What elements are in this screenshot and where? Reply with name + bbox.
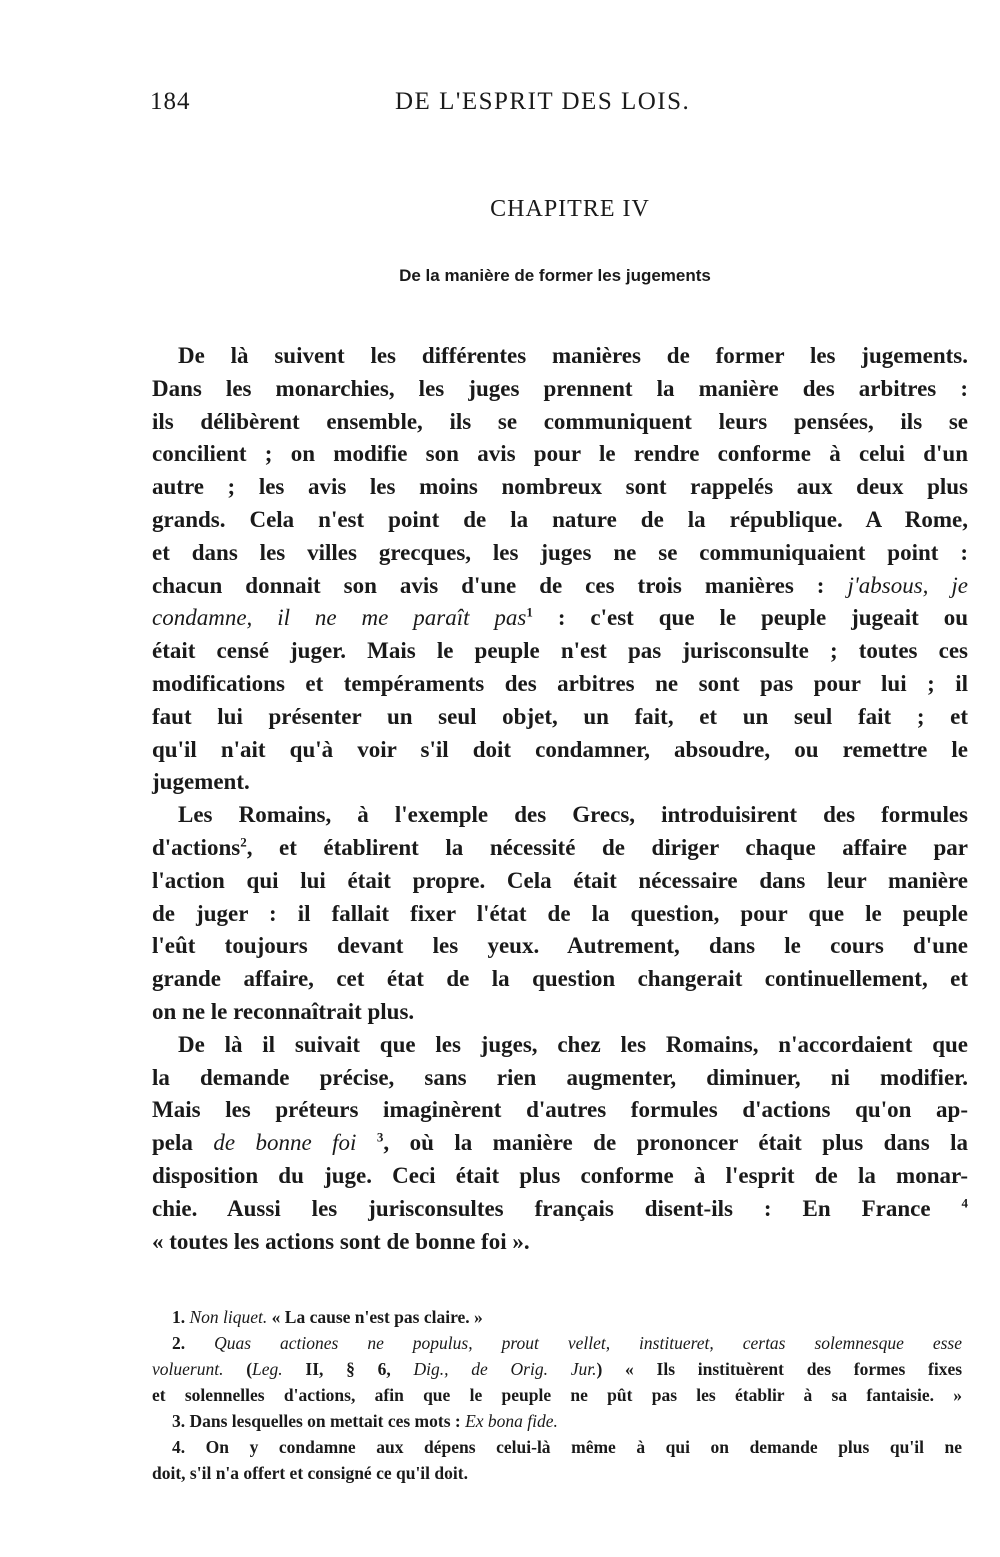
text-span: Mais les préteurs imaginèrent d'autres formules d'actions qu'on ap- bbox=[152, 1097, 968, 1123]
text-line bbox=[152, 1094, 968, 1127]
text-span: de juger : il fallait fixer l'état de la question, pour que le peuple bbox=[152, 900, 968, 926]
text-span: autre ; les avis les moins nombreux sont rappelés aux deux plus bbox=[152, 474, 968, 500]
text-span: 3. Dans lesquelles on mettait ces mots : bbox=[172, 1411, 466, 1431]
chapter-subtitle: De la manière de former les jugements bbox=[399, 266, 711, 285]
italic-text: de bonne foi bbox=[213, 1130, 357, 1156]
text-span: « La cause n'est pas claire. » bbox=[267, 1307, 483, 1327]
text-span: d'actions bbox=[152, 834, 241, 860]
text-span: De là il suivait que les juges, chez les Romains, n'accordaient que bbox=[178, 1031, 968, 1057]
text-line bbox=[152, 602, 968, 635]
text-span: 2. bbox=[172, 1333, 215, 1353]
text-line bbox=[152, 734, 968, 767]
text-span: II, § 6, bbox=[282, 1359, 414, 1379]
footnote-line bbox=[152, 1408, 962, 1434]
text-line bbox=[152, 996, 968, 1029]
text-line bbox=[152, 1029, 968, 1062]
footnote-line bbox=[152, 1382, 962, 1408]
text-line bbox=[152, 799, 968, 832]
text-line bbox=[152, 570, 968, 603]
text-span: qu'il n'ait qu'à voir s'il doit condamner, absoudre, ou remettre le bbox=[152, 736, 968, 762]
text-line bbox=[152, 537, 968, 570]
text-line bbox=[152, 340, 968, 373]
text-line bbox=[152, 963, 968, 996]
italic-text: voluerunt. bbox=[152, 1359, 224, 1379]
italic-text: Ex bona fide. bbox=[465, 1411, 558, 1431]
text-line bbox=[152, 832, 968, 865]
text-span: l'action qui lui était propre. Cela était nécessaire dans leur manière bbox=[152, 867, 968, 893]
text-span: on ne le reconnaîtrait plus. bbox=[152, 998, 415, 1024]
text-line bbox=[152, 635, 968, 668]
text-line bbox=[152, 1127, 968, 1160]
text-span: « toutes les actions sont de bonne foi ». bbox=[152, 1228, 530, 1254]
text-line bbox=[152, 1193, 968, 1226]
text-span: concilient ; on modifie son avis pour le rendre conforme à celui d'un bbox=[152, 441, 968, 467]
text-span: ) « Ils instituèrent des formes fixes bbox=[596, 1359, 963, 1379]
text-span: était censé juger. Mais le peuple n'est pas jurisconsulte ; toutes ces bbox=[152, 638, 968, 664]
italic-text: Leg. bbox=[252, 1359, 283, 1379]
text-span: modifications et tempéraments des arbitres ne sont pas pour lui ; il bbox=[152, 670, 968, 696]
italic-text: condamne, il ne me paraît pas bbox=[152, 605, 527, 631]
text-span: De là suivent les différentes manières de former les jugements. bbox=[178, 343, 968, 368]
text-span: jugement. bbox=[152, 769, 250, 795]
text-span: et solennelles d'actions, afin que le peuple ne pût pas les établir à sa fantaisie. » bbox=[152, 1385, 962, 1405]
italic-text: Quas actiones ne populus, prout vellet, institueret, certas solemnesque esse bbox=[214, 1333, 963, 1353]
text-span: ils délibèrent ensemble, ils se communiquent leurs pensées, ils se bbox=[152, 408, 968, 434]
text-span: l'eût toujours devant les yeux. Autrement, dans le cours d'une bbox=[152, 933, 968, 959]
text-line bbox=[152, 438, 968, 471]
footnote-reference: 4 bbox=[961, 1195, 968, 1211]
text-span: Dans les monarchies, les juges prennent la manière des arbitres : bbox=[152, 375, 968, 401]
text-span: pela bbox=[152, 1130, 214, 1156]
footnote-reference: 1 bbox=[526, 604, 533, 620]
text-line bbox=[152, 1226, 968, 1259]
text-span: : c'est que le peuple jugeait ou bbox=[532, 605, 969, 631]
footnote-reference: 3 bbox=[376, 1129, 384, 1145]
text-line bbox=[152, 898, 968, 931]
text-span: et dans les villes grecques, les juges ne se communiquaient point : bbox=[152, 539, 968, 565]
text-line bbox=[152, 1160, 968, 1193]
footnotes bbox=[152, 1304, 962, 1486]
text-span: chacun donnait son avis d'une de ces trois manières : bbox=[152, 572, 848, 598]
text-span: grands. Cela n'est point de la nature de la république. A Rome, bbox=[152, 506, 968, 532]
text-span: la demande précise, sans rien augmenter, diminuer, ni modifier. bbox=[152, 1064, 968, 1090]
text-span: disposition du juge. Ceci était plus conforme à l'esprit de la monar- bbox=[152, 1162, 968, 1188]
footnote-line bbox=[152, 1304, 962, 1330]
footnote-line bbox=[152, 1460, 962, 1486]
text-line bbox=[152, 701, 968, 734]
text-line bbox=[152, 373, 968, 406]
italic-text: Dig., de Orig. Jur. bbox=[413, 1359, 597, 1379]
italic-text: Non liquet. bbox=[189, 1307, 268, 1327]
text-span: doit, s'il n'a offert et consigné ce qu'il doit. bbox=[152, 1463, 468, 1483]
text-span: faut lui présenter un seul objet, un fait, et un seul fait ; et bbox=[152, 703, 968, 729]
text-line bbox=[152, 1062, 968, 1095]
text-line bbox=[152, 930, 968, 963]
text-span: grande affaire, cet état de la question changerait continuellement, et bbox=[152, 966, 968, 992]
text-span: Les Romains, à l'exemple des Grecs, introduisirent des formules bbox=[178, 802, 968, 828]
italic-text: j'absous, je bbox=[847, 572, 968, 598]
footnote-reference: 2 bbox=[240, 834, 247, 850]
text-line bbox=[152, 766, 968, 799]
text-span: 4. On y condamne aux dépens celui-là même à qui on demande plus qu'il ne bbox=[172, 1437, 962, 1457]
text-span: , et établirent la nécessité de diriger chaque affaire par bbox=[246, 834, 968, 860]
footnote-line bbox=[152, 1330, 962, 1356]
text-span: ( bbox=[223, 1359, 253, 1379]
text-line bbox=[152, 865, 968, 898]
footnote-line bbox=[152, 1434, 962, 1460]
text-line bbox=[152, 668, 968, 701]
text-line bbox=[152, 471, 968, 504]
running-title: DE L'ESPRIT DES LOIS. bbox=[395, 88, 691, 115]
text-span bbox=[356, 1130, 376, 1155]
text-span: 1. bbox=[172, 1307, 190, 1327]
page-number: 184 bbox=[150, 88, 191, 115]
text-span: , où la manière de prononcer était plus dans la bbox=[383, 1130, 969, 1156]
text-line bbox=[152, 406, 968, 439]
body-text bbox=[152, 340, 968, 1258]
footnote-line bbox=[152, 1356, 962, 1382]
text-line bbox=[152, 504, 968, 537]
text-span: chie. Aussi les jurisconsultes français disent-ils : En France bbox=[152, 1195, 962, 1221]
chapter-title: CHAPITRE IV bbox=[490, 196, 650, 222]
